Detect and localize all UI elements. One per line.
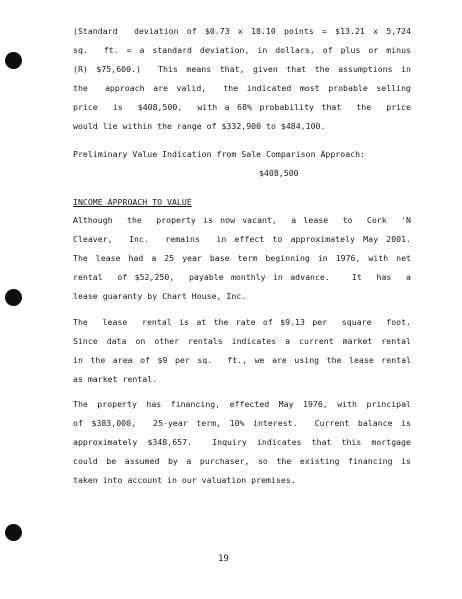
binder-hole <box>5 52 22 69</box>
text-line: Since data on other rentals indicates a current market rental <box>73 336 411 346</box>
text-line: approximately $348,657. Inquiry indicates that this mortgage <box>73 437 411 447</box>
text-line: taken into account in our valuation premises. <box>73 475 296 485</box>
text-line: price is $408,500, with a 68% probability that the price <box>73 102 411 112</box>
text-line: Cleaver, Inc. remains in effect to approximately May 2001. <box>73 234 411 244</box>
text-line: The lease rental is at the rate of $9.13 per square foot. <box>73 317 411 327</box>
text-line: (Standard deviation of $0.73 x 18.10 points = $13.21 x 5,724 <box>73 26 411 36</box>
binder-hole <box>5 524 22 541</box>
text-line: sq. ft. = a standard deviation, in dollars, of plus or minus <box>73 45 411 55</box>
text-line: as market rental. <box>73 374 158 384</box>
text-line: of $383,000, 25-year term, 10% interest. Current balance is <box>73 418 411 428</box>
section-heading: INCOME APPROACH TO VALUE <box>73 197 192 207</box>
text-line: The property has financing, effected May 1976, with principal <box>73 399 411 409</box>
text-line: Although the property is now vacant, a lease to Cork 'N <box>73 215 411 225</box>
page-number: 19 <box>218 554 229 564</box>
preliminary-value: $408,500 <box>259 168 299 178</box>
text-line: could be assumed by a purchaser, so the existing financing is <box>73 456 411 466</box>
text-line: in the area of $9 per sq. ft., we are using the lease rental <box>73 355 411 365</box>
binder-hole <box>5 289 22 306</box>
text-line: rental of $52,250, payable monthly in advance. It has a <box>73 272 411 282</box>
text-line: would lie within the range of $332,900 to $484,100. <box>73 121 326 131</box>
text-line: lease guaranty by Chart House, Inc. <box>73 291 247 301</box>
text-line: (R) $75,600.) This means that, given that the assumptions in <box>73 64 411 74</box>
text-line: the approach are valid, the indicated most probable selling <box>73 83 411 93</box>
text-line: The lease had a 25 year base term beginning in 1976, with net <box>73 253 411 263</box>
preliminary-value-label: Preliminary Value Indication from Sale Comparison Approach: <box>73 149 366 159</box>
